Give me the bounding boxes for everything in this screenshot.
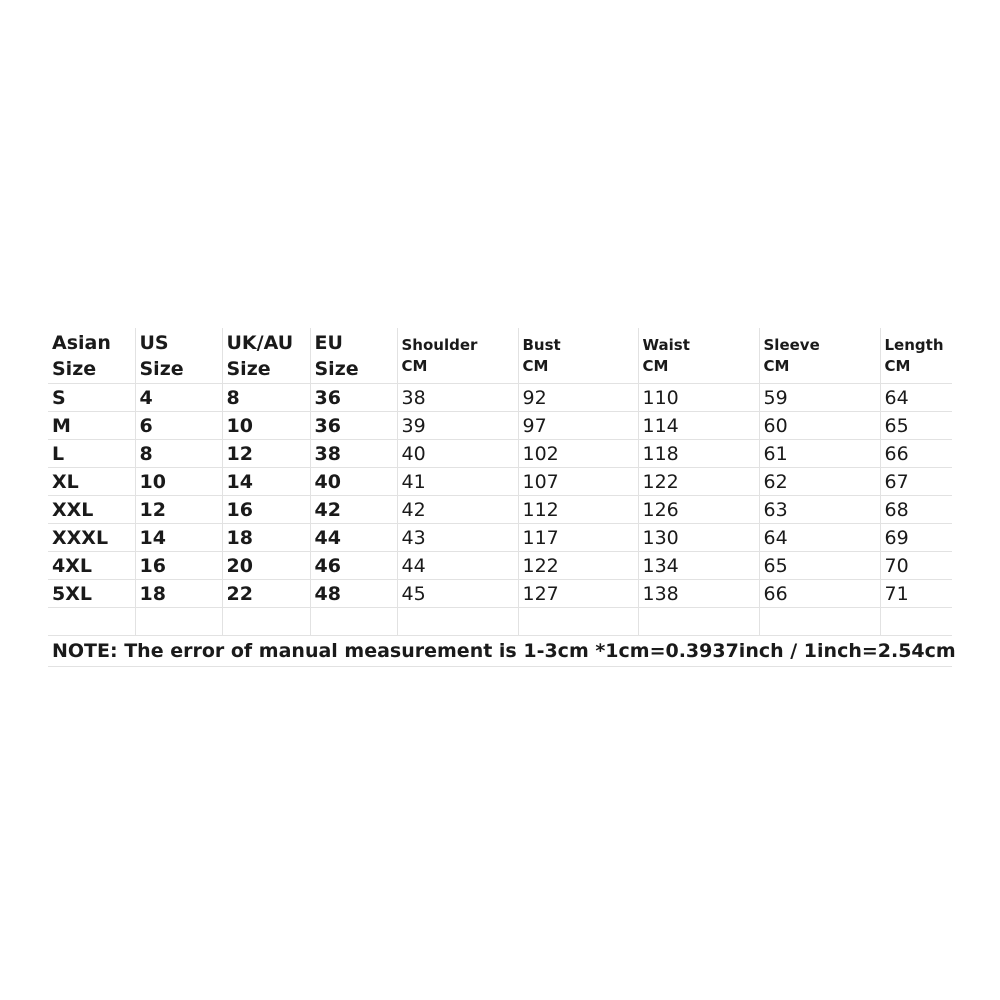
table-cell: 64: [759, 524, 880, 552]
size-label-cell: 5XL: [48, 580, 135, 608]
table-cell: 6: [135, 412, 222, 440]
empty-cell: [48, 608, 135, 636]
table-cell: 38: [397, 384, 518, 412]
table-cell: 65: [880, 412, 952, 440]
table-cell: 126: [638, 496, 759, 524]
column-header-label: Asian: [52, 331, 111, 354]
empty-cell: [222, 608, 310, 636]
table-cell: 138: [638, 580, 759, 608]
column-header-label: Sleeve: [763, 335, 820, 354]
table-cell: 10: [222, 412, 310, 440]
measurement-note: NOTE: The error of manual measurement is 1-3cm *1cm=0.3937inch / 1inch=2.54cm: [48, 636, 952, 667]
table-cell: 46: [310, 552, 397, 580]
table-body: [48, 384, 952, 636]
empty-cell: [759, 608, 880, 636]
table-cell: 8: [135, 440, 222, 468]
table-row: [48, 496, 952, 524]
table-cell: 66: [880, 440, 952, 468]
column-header-label: Length: [884, 335, 944, 354]
table-cell: 107: [518, 468, 638, 496]
table-cell: 69: [880, 524, 952, 552]
table-cell: 61: [759, 440, 880, 468]
size-label-cell: XXXL: [48, 524, 135, 552]
table-cell: 42: [310, 496, 397, 524]
table-cell: 134: [638, 552, 759, 580]
header-row: [48, 328, 952, 384]
table-cell: 39: [397, 412, 518, 440]
table-cell: 67: [880, 468, 952, 496]
column-header: [310, 328, 397, 384]
table-cell: 18: [222, 524, 310, 552]
table-cell: 59: [759, 384, 880, 412]
table-cell: 122: [638, 468, 759, 496]
table-cell: 71: [880, 580, 952, 608]
table-cell: 4: [135, 384, 222, 412]
table-cell: 36: [310, 384, 397, 412]
table-cell: 70: [880, 552, 952, 580]
column-header: [397, 328, 518, 384]
table-cell: 92: [518, 384, 638, 412]
table-cell: 66: [759, 580, 880, 608]
column-header-unit: CM: [522, 356, 549, 375]
table-cell: 62: [759, 468, 880, 496]
size-table: [48, 328, 952, 636]
table-cell: 14: [135, 524, 222, 552]
table-row: [48, 384, 952, 412]
table-cell: 44: [310, 524, 397, 552]
table-cell: 44: [397, 552, 518, 580]
empty-cell: [518, 608, 638, 636]
table-row: [48, 440, 952, 468]
table-cell: 102: [518, 440, 638, 468]
column-header: [880, 328, 952, 384]
table-cell: 38: [310, 440, 397, 468]
table-cell: 63: [759, 496, 880, 524]
column-header-label: Waist: [642, 335, 690, 354]
table-cell: 41: [397, 468, 518, 496]
empty-cell: [135, 608, 222, 636]
table-cell: 36: [310, 412, 397, 440]
table-cell: 40: [397, 440, 518, 468]
table-cell: 130: [638, 524, 759, 552]
table-row: [48, 552, 952, 580]
table-cell: 64: [880, 384, 952, 412]
table-row: [48, 468, 952, 496]
column-header-label: US: [139, 331, 169, 354]
table-cell: 112: [518, 496, 638, 524]
size-label-cell: 4XL: [48, 552, 135, 580]
table-cell: 16: [222, 496, 310, 524]
table-cell: 8: [222, 384, 310, 412]
column-header-unit: Size: [314, 357, 359, 380]
column-header: [759, 328, 880, 384]
table-cell: 117: [518, 524, 638, 552]
column-header-label: Bust: [522, 335, 561, 354]
empty-cell: [880, 608, 952, 636]
table-cell: 118: [638, 440, 759, 468]
table-cell: 20: [222, 552, 310, 580]
column-header-unit: CM: [401, 356, 428, 375]
column-header: [518, 328, 638, 384]
column-header: [638, 328, 759, 384]
column-header-unit: Size: [139, 357, 184, 380]
table-cell: 43: [397, 524, 518, 552]
empty-cell: [310, 608, 397, 636]
table-cell: 45: [397, 580, 518, 608]
column-header: [135, 328, 222, 384]
table-cell: 68: [880, 496, 952, 524]
column-header-label: Shoulder: [401, 335, 478, 354]
table-cell: 12: [135, 496, 222, 524]
table-row: [48, 524, 952, 552]
table-row: [48, 580, 952, 608]
column-header: [48, 328, 135, 384]
column-header-label: UK/AU: [226, 331, 294, 354]
table-row: [48, 412, 952, 440]
table-cell: 18: [135, 580, 222, 608]
table-cell: 12: [222, 440, 310, 468]
size-chart: [48, 328, 956, 667]
empty-cell: [397, 608, 518, 636]
table-cell: 42: [397, 496, 518, 524]
table-cell: 97: [518, 412, 638, 440]
size-label-cell: L: [48, 440, 135, 468]
size-label-cell: XXL: [48, 496, 135, 524]
size-label-cell: S: [48, 384, 135, 412]
column-header-unit: Size: [226, 357, 271, 380]
table-cell: 60: [759, 412, 880, 440]
empty-row: [48, 608, 952, 636]
column-header-unit: CM: [642, 356, 669, 375]
column-header-unit: Size: [52, 357, 97, 380]
table-cell: 16: [135, 552, 222, 580]
table-cell: 22: [222, 580, 310, 608]
empty-cell: [638, 608, 759, 636]
table-cell: 10: [135, 468, 222, 496]
column-header-label: EU: [314, 331, 343, 354]
table-cell: 114: [638, 412, 759, 440]
table-cell: 14: [222, 468, 310, 496]
table-cell: 48: [310, 580, 397, 608]
table-cell: 110: [638, 384, 759, 412]
size-label-cell: M: [48, 412, 135, 440]
column-header-unit: CM: [763, 356, 790, 375]
column-header: [222, 328, 310, 384]
table-cell: 65: [759, 552, 880, 580]
table-cell: 127: [518, 580, 638, 608]
table-cell: 122: [518, 552, 638, 580]
size-label-cell: XL: [48, 468, 135, 496]
column-header-unit: CM: [884, 356, 911, 375]
table-cell: 40: [310, 468, 397, 496]
